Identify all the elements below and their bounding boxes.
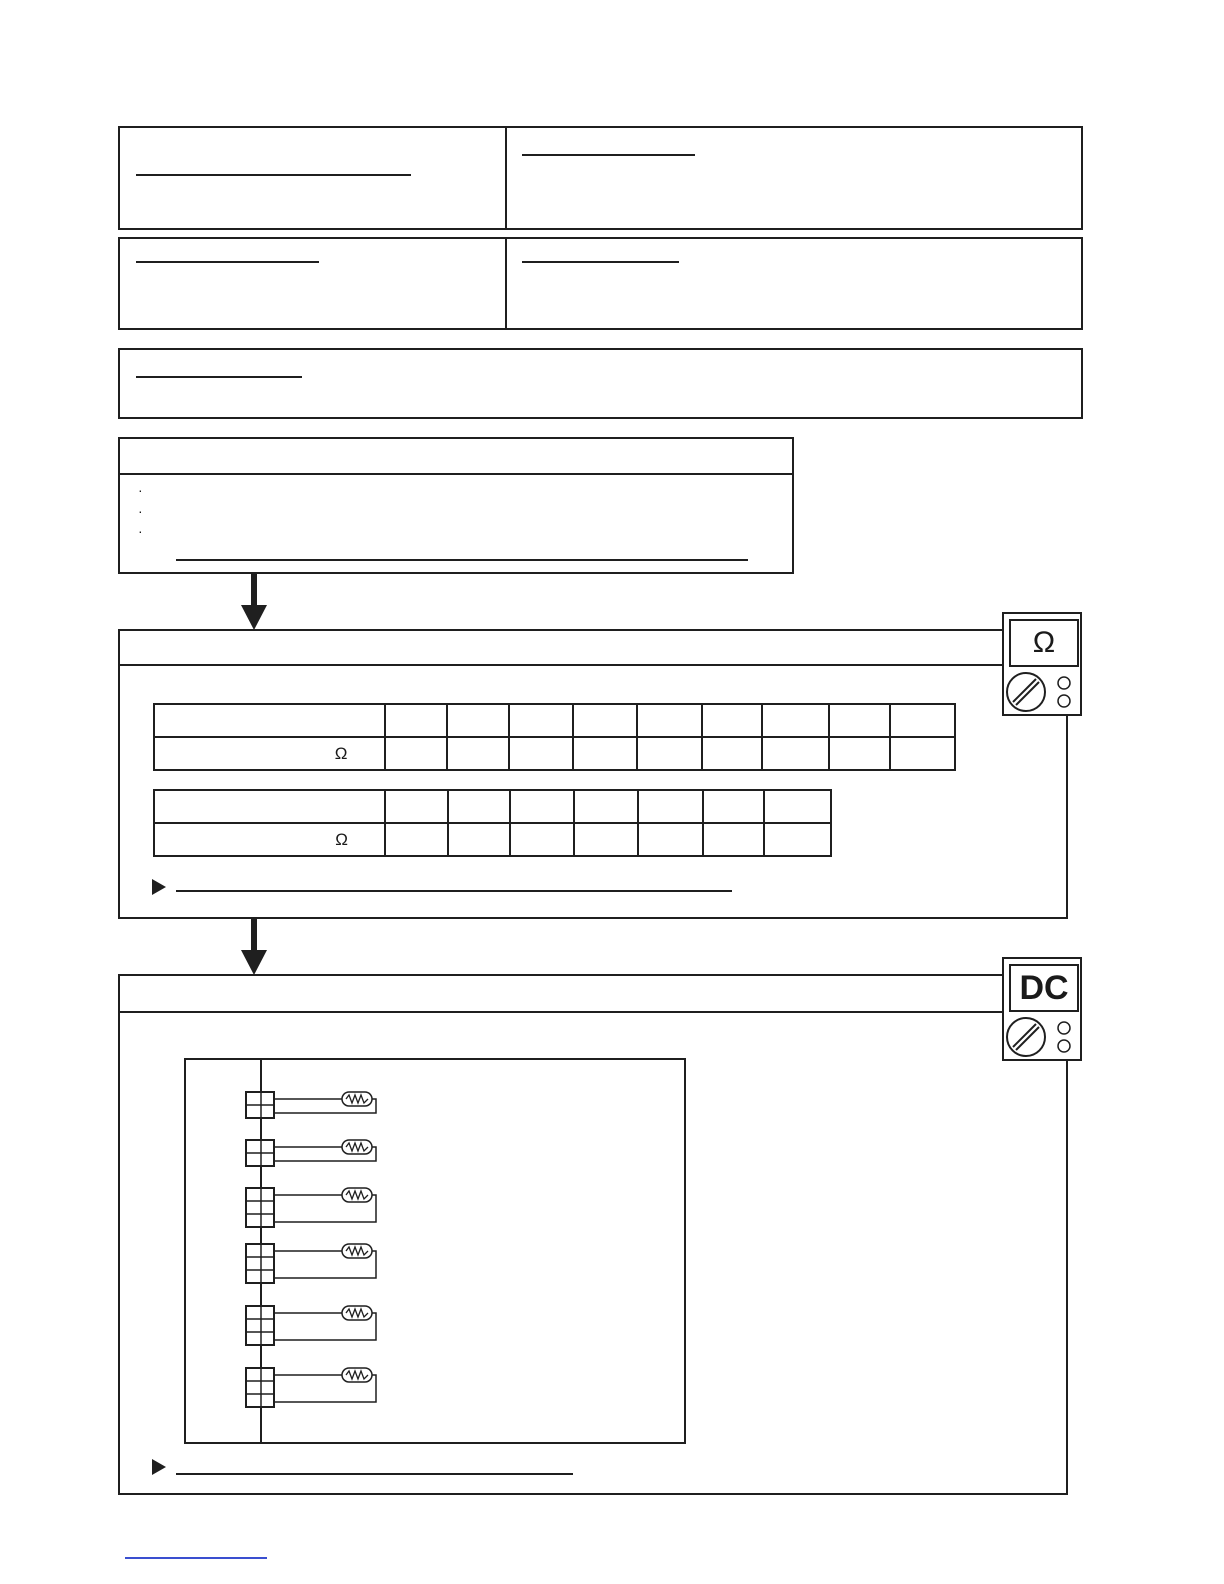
field-underline xyxy=(136,376,302,378)
flow-arrow-down xyxy=(241,918,267,976)
row-label-cell xyxy=(154,704,385,737)
thermistor-connector xyxy=(246,1092,376,1118)
bullet-item: · xyxy=(138,482,143,498)
flow-arrow-down xyxy=(241,573,267,631)
panel-divider xyxy=(505,128,507,228)
field-underline xyxy=(136,174,411,176)
table-cell xyxy=(764,823,831,856)
bullet-item: · xyxy=(138,523,143,539)
step-resistance-check xyxy=(118,629,1068,919)
unit-cell-ohm: Ω xyxy=(154,737,385,770)
meter-dial-icon xyxy=(1004,670,1084,718)
table-cell xyxy=(448,823,510,856)
field-underline xyxy=(522,261,679,263)
table-cell xyxy=(764,790,831,823)
meter-display xyxy=(1009,619,1079,667)
field-underline xyxy=(176,1473,573,1475)
field-underline xyxy=(176,890,732,892)
unit-cell-ohm: Ω xyxy=(154,823,385,856)
table-row xyxy=(154,704,955,737)
table-cell xyxy=(447,737,509,770)
field-underline xyxy=(136,261,319,263)
table-cell xyxy=(829,704,890,737)
table-cell xyxy=(762,704,829,737)
step-header-rule xyxy=(120,664,1066,666)
thermistor-connector xyxy=(246,1244,376,1283)
table-cell xyxy=(385,704,448,737)
thermistor-connector xyxy=(246,1188,376,1227)
meter-dial-icon xyxy=(1004,1015,1084,1063)
table-cell xyxy=(573,737,637,770)
ohmmeter-icon xyxy=(1002,612,1082,716)
table-cell xyxy=(509,737,573,770)
table-cell xyxy=(385,823,448,856)
resistance-table-1 xyxy=(153,703,956,771)
result-pointer-icon xyxy=(152,1459,166,1475)
table-cell xyxy=(573,704,637,737)
table-cell xyxy=(638,790,703,823)
thermistor-connector xyxy=(246,1368,376,1407)
table-cell xyxy=(637,737,702,770)
step-header-rule xyxy=(120,473,792,475)
info-panel-top xyxy=(118,126,1083,230)
sensor-wiring-diagram xyxy=(184,1058,688,1446)
thermistor-connector xyxy=(246,1306,376,1345)
step-voltage-check xyxy=(118,974,1068,1495)
table-row xyxy=(154,790,831,823)
table-row xyxy=(154,737,955,770)
table-cell xyxy=(762,737,829,770)
footer-link-underline[interactable] xyxy=(125,1557,267,1559)
table-cell xyxy=(702,737,763,770)
table-cell xyxy=(574,823,638,856)
table-cell xyxy=(509,704,573,737)
table-cell xyxy=(574,790,638,823)
table-cell xyxy=(510,790,574,823)
table-cell xyxy=(890,737,955,770)
table-cell xyxy=(385,737,448,770)
table-cell xyxy=(890,704,955,737)
meter-display xyxy=(1009,964,1079,1012)
table-cell xyxy=(385,790,448,823)
table-cell xyxy=(829,737,890,770)
field-underline xyxy=(176,559,748,561)
panel-divider xyxy=(505,239,507,328)
bullet-item: · xyxy=(138,503,143,519)
table-cell xyxy=(447,704,509,737)
table-cell xyxy=(448,790,510,823)
field-underline xyxy=(522,154,695,156)
meter-display-label: DC xyxy=(1019,968,1069,1007)
table-cell xyxy=(703,790,764,823)
dc-voltmeter-icon xyxy=(1002,957,1082,1061)
resistance-table-2 xyxy=(153,789,832,857)
info-panel-middle xyxy=(118,237,1083,330)
table-row xyxy=(154,823,831,856)
step-header-rule xyxy=(120,1011,1066,1013)
table-cell xyxy=(703,823,764,856)
table-cell xyxy=(702,704,763,737)
table-cell xyxy=(638,823,703,856)
table-cell xyxy=(637,704,702,737)
row-label-cell xyxy=(154,790,385,823)
result-pointer-icon xyxy=(152,879,166,895)
step-preliminary-check xyxy=(118,437,794,574)
meter-display-label: Ω xyxy=(1032,626,1056,659)
thermistor-connector xyxy=(246,1140,376,1166)
table-cell xyxy=(510,823,574,856)
info-panel-wide xyxy=(118,348,1083,419)
